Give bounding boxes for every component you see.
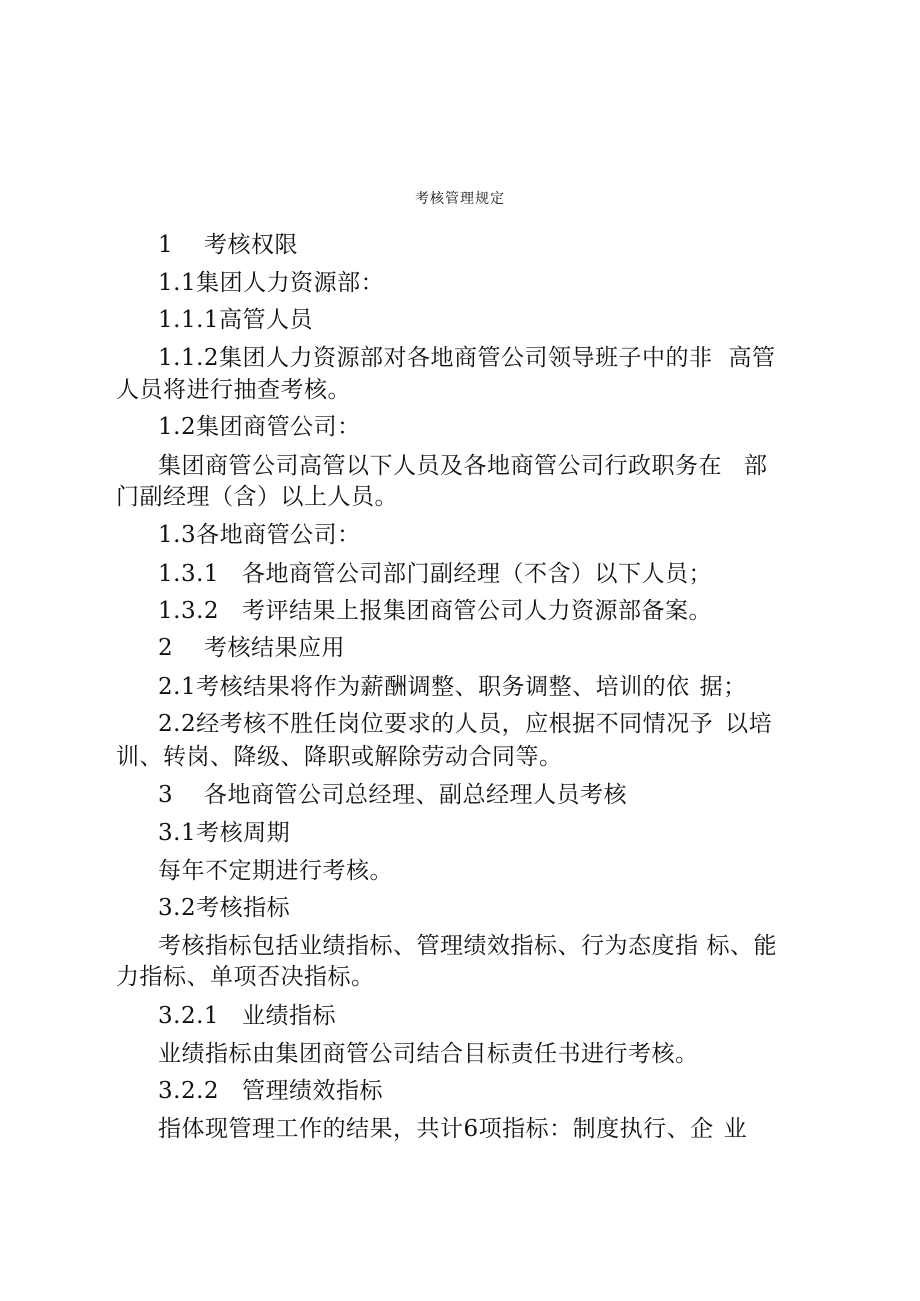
list-item — [158, 1001, 336, 1031]
paragraph-line: 训、转岗、降级、降职或解除劳动合同等。 — [116, 744, 563, 770]
heading-3-1: 3.1考核周期 — [158, 820, 291, 846]
section-text: 考核结果应用 — [204, 635, 345, 661]
paragraph-line — [158, 343, 776, 373]
section-number: 1.3.2 — [158, 598, 220, 624]
section-text: 考核权限 — [204, 232, 298, 258]
section-text: 管理绩效指标 — [242, 1078, 383, 1104]
text-run: 考核指标包括业绩指标、管理绩效指标、行为态度指 — [158, 933, 699, 959]
paragraph-line — [158, 672, 747, 702]
paragraph-line: 每年不定期进行考核。 — [158, 858, 393, 884]
text-run: 据； — [699, 674, 747, 700]
text-run: 标、能 — [706, 933, 777, 959]
section-text: 考评结果上报集团商管公司人力资源部备案。 — [242, 598, 712, 624]
text-run: 集团商管公司高管以下人员及各地商管公司行政职务在 — [158, 453, 722, 479]
heading-1-1: 1.1集团人力资源部： — [158, 270, 385, 296]
paragraph-line — [158, 931, 777, 961]
section-number: 3.2.1 — [158, 1003, 220, 1029]
heading-3 — [158, 780, 627, 810]
text-run: 1.1.2集团人力资源部对各地商管公司领导班子中的非 — [158, 345, 713, 371]
section-text: 各地商管公司部门副经理（不含）以下人员； — [242, 561, 712, 587]
text-run: 以培 — [725, 711, 773, 737]
heading-1-1-1: 1.1.1高管人员 — [158, 307, 314, 333]
section-text: 业绩指标 — [242, 1003, 336, 1029]
section-number: 3.2.2 — [158, 1078, 220, 1104]
heading-1 — [158, 230, 298, 260]
paragraph-line: 人员将进行抽查考核。 — [116, 377, 351, 403]
list-item — [158, 559, 712, 589]
section-number: 3 — [158, 782, 174, 808]
paragraph-line: 业绩指标由集团商管公司结合目标责任书进行考核。 — [158, 1041, 699, 1067]
heading-1-2: 1.2集团商管公司： — [158, 414, 361, 440]
heading-1-3: 1.3各地商管公司： — [158, 522, 361, 548]
section-text: 各地商管公司总经理、副总经理人员考核 — [204, 782, 627, 808]
text-run: 高管 — [728, 345, 776, 371]
paragraph-line — [158, 709, 772, 739]
list-item — [158, 596, 712, 626]
heading-2 — [158, 633, 345, 663]
paragraph-line — [158, 1114, 747, 1144]
text-run: 2.1考核结果将作为薪酬调整、职务调整、培训的依 — [158, 674, 690, 700]
paragraph-line: 门副经理（含）以上人员。 — [116, 484, 398, 510]
section-number: 2 — [158, 635, 174, 661]
paragraph-line: 力指标、单项否决指标。 — [116, 964, 375, 990]
text-run: 指体现管理工作的结果，共计6项指标：制度执行、企 — [158, 1116, 714, 1142]
list-item — [158, 1076, 383, 1106]
text-run: 部 — [744, 453, 768, 479]
section-number: 1 — [158, 232, 174, 258]
text-run: 2.2经考核不胜任岗位要求的人员，应根据不同情况予 — [158, 711, 714, 737]
heading-3-2: 3.2考核指标 — [158, 895, 291, 921]
paragraph-line — [158, 451, 768, 481]
section-number: 1.3.1 — [158, 561, 220, 587]
page-title: 考核管理规定 — [415, 191, 505, 207]
text-run: 业 — [723, 1116, 748, 1142]
